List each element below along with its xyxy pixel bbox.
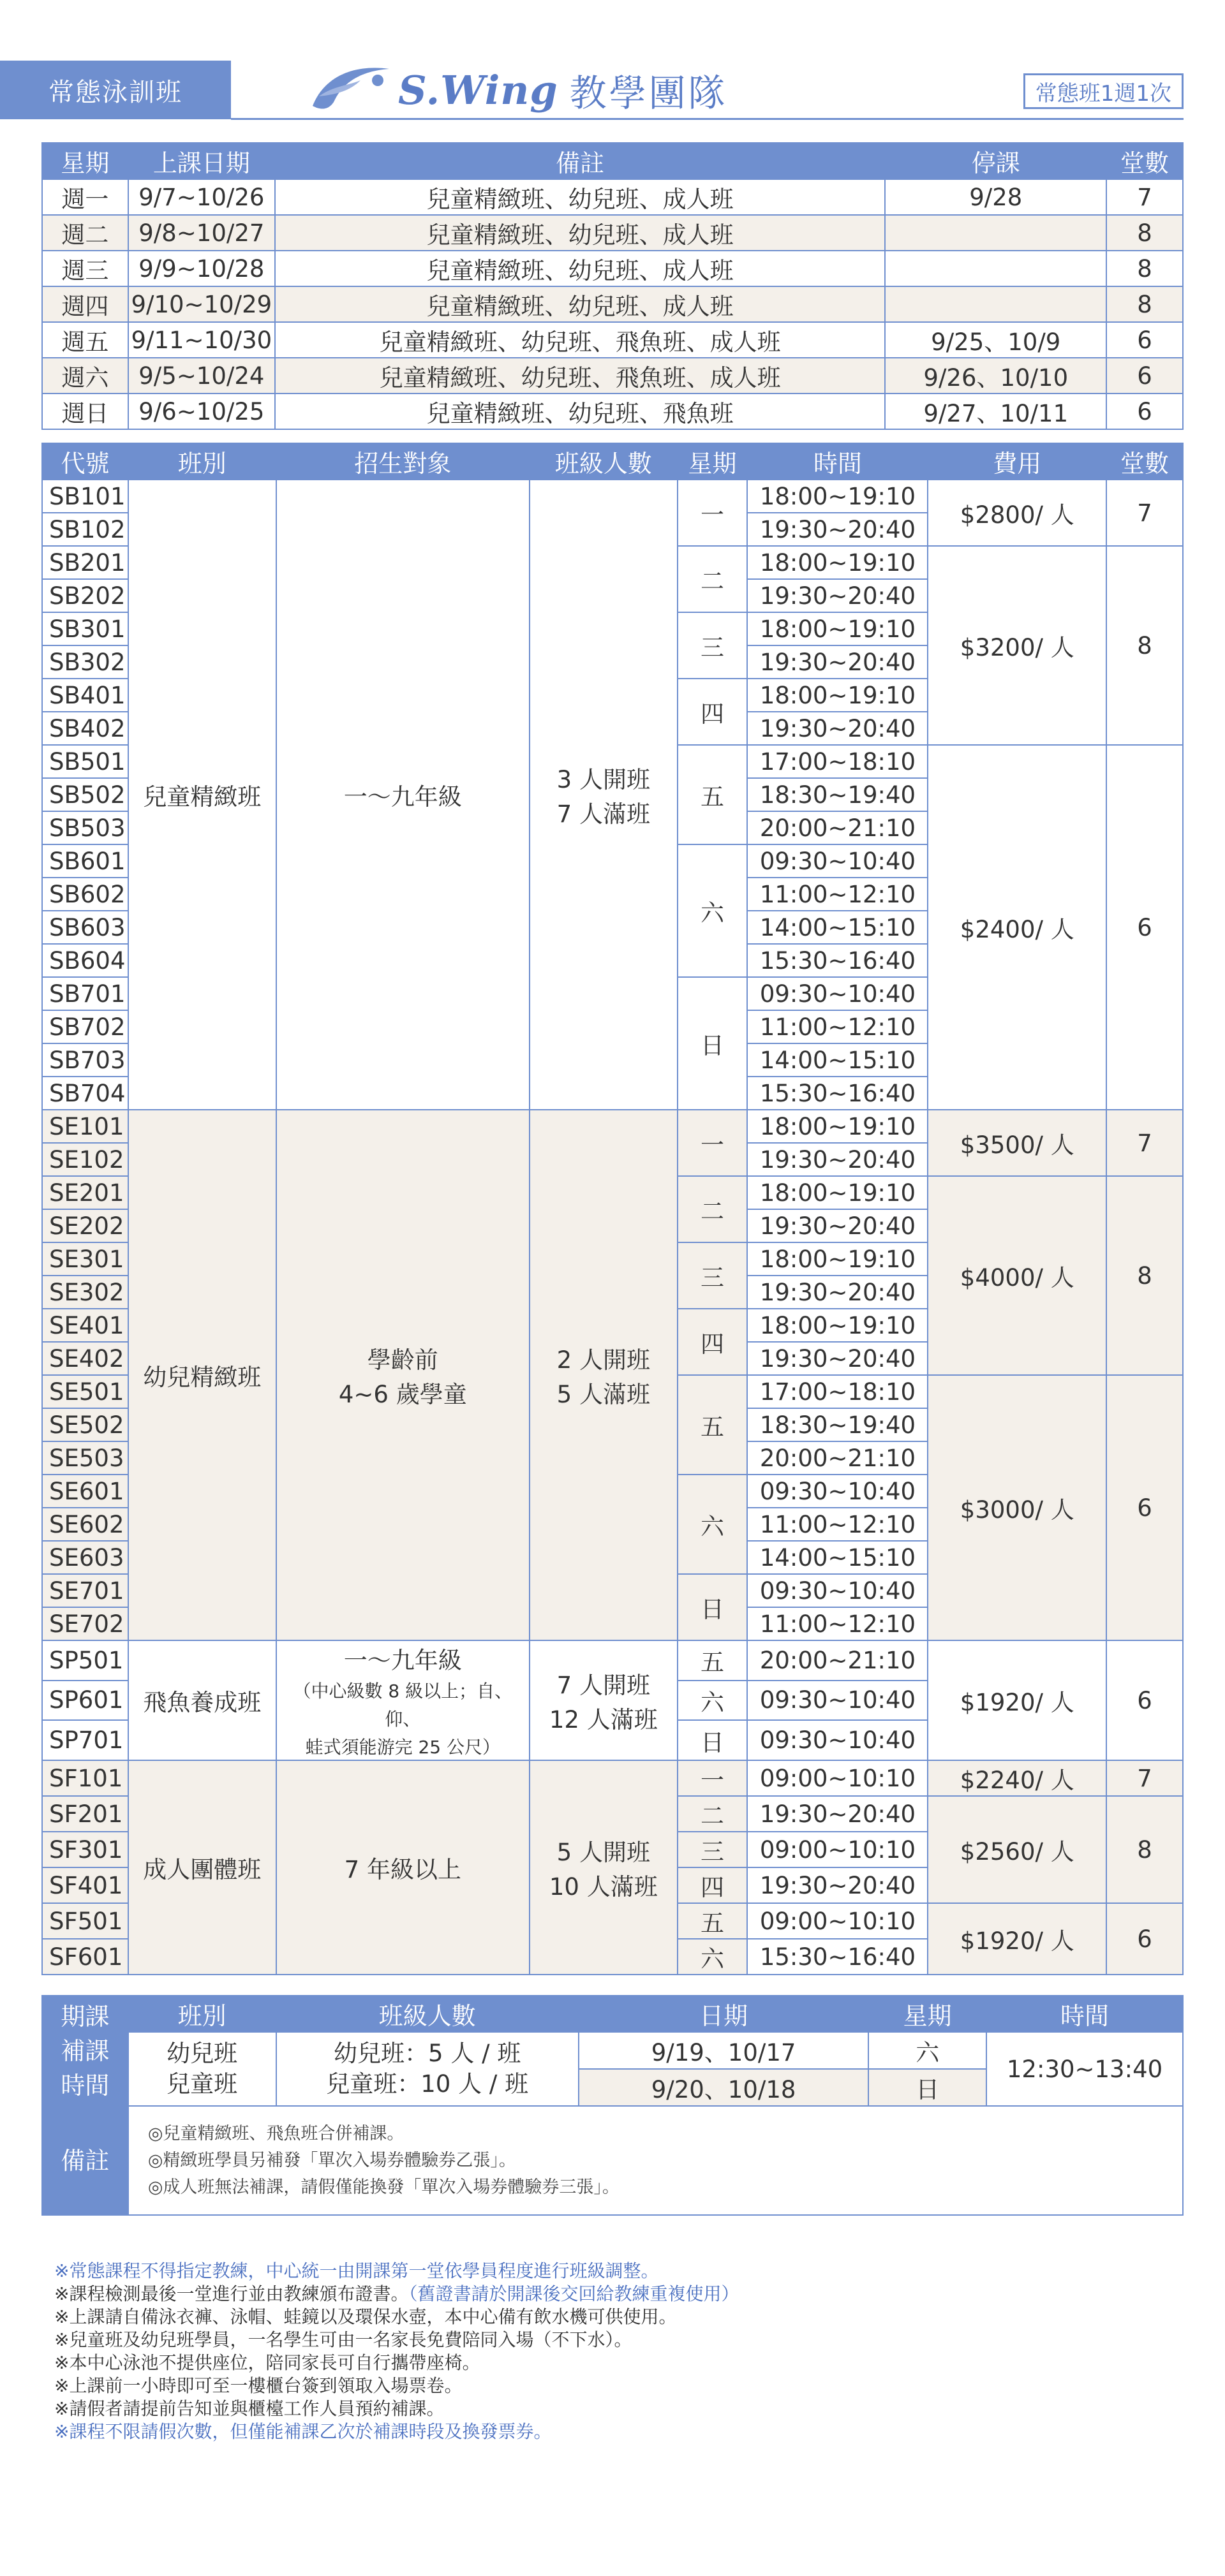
- schedule-dates: 9/7~10/26: [128, 179, 275, 215]
- makeup-class: 幼兒班: [167, 2040, 238, 2067]
- class-code: SE201: [42, 1176, 128, 1209]
- class-time: 15:30~16:40: [747, 1077, 928, 1110]
- schedule-row: [42, 215, 1183, 251]
- class-time: 19:30~20:40: [747, 1209, 928, 1242]
- schedule-off: [885, 215, 1106, 251]
- class-day: 二: [678, 1176, 748, 1242]
- schedule-note: 兒童精緻班、幼兒班、成人班: [275, 179, 886, 215]
- makeup-date: 9/20、10/18: [579, 2069, 868, 2106]
- makeup-label-line: 期課: [61, 2002, 110, 2031]
- class-time: 14:00~15:10: [747, 1043, 928, 1077]
- schedule-header: 停課: [885, 143, 1106, 179]
- class-fee: $2400/ 人: [928, 745, 1106, 1110]
- note-line: ※兒童班及幼兒班學員，一名學生可由一名家長免費陪同入場（不下水）。: [54, 2329, 632, 2350]
- schedule-count: 8: [1106, 251, 1183, 286]
- class-code: SE503: [42, 1441, 128, 1475]
- class-code: SE601: [42, 1475, 128, 1508]
- class-count: 6: [1106, 745, 1183, 1110]
- class-code: SE603: [42, 1541, 128, 1574]
- schedule-note: 兒童精緻班、幼兒班、飛魚班、成人班: [275, 322, 886, 358]
- note-line: ※常態課程不得指定教練，中心統一由開課第一堂依學員程度進行班級調整。: [54, 2260, 659, 2281]
- class-name: 飛魚養成班: [128, 1640, 276, 1760]
- class-code: SP601: [42, 1681, 128, 1721]
- brand-team: 教學團隊: [569, 71, 728, 115]
- makeup-header: 星期: [868, 1996, 986, 2032]
- note-line: ※上課請自備泳衣褲、泳帽、蛙鏡以及環保水壺，本中心備有飲水機可供使用。: [54, 2306, 677, 2327]
- class-code: SF601: [42, 1939, 128, 1975]
- makeup-header: 日期: [579, 1996, 868, 2032]
- class-size-full: 5 人滿班: [556, 1381, 650, 1408]
- schedule-day: 週五: [42, 322, 128, 358]
- class-code: SB301: [42, 612, 128, 645]
- class-day: 二: [678, 1796, 748, 1832]
- makeup-day: 日: [868, 2069, 986, 2106]
- schedule-dates: 9/5~10/24: [128, 358, 275, 394]
- class-count: 7: [1106, 480, 1183, 546]
- class-day: 一: [678, 1760, 748, 1796]
- class-day: 四: [678, 1867, 748, 1903]
- class-code: SB101: [42, 480, 128, 513]
- makeup-row: [42, 2032, 1183, 2069]
- class-time: 19:30~20:40: [747, 1796, 928, 1832]
- class-time: 11:00~12:10: [747, 1508, 928, 1541]
- classes-header-row: [42, 443, 1183, 480]
- schedule-note: 兒童精緻班、幼兒班、成人班: [275, 286, 886, 322]
- schedule-day: 週六: [42, 358, 128, 394]
- note-line: ※上課前一小時即可至一樓櫃台簽到領取入場票卷。: [54, 2375, 463, 2396]
- schedule-note: 兒童精緻班、幼兒班、飛魚班、成人班: [275, 358, 886, 394]
- classes-header: 時間: [747, 443, 928, 480]
- schedule-day: 週二: [42, 215, 128, 251]
- class-fee: $3500/ 人: [928, 1110, 1106, 1176]
- schedule-count: 6: [1106, 358, 1183, 394]
- brand: [300, 61, 728, 119]
- classes-header: 招生對象: [276, 443, 530, 480]
- schedule-off: 9/27、10/11: [885, 394, 1106, 429]
- schedule-note: 兒童精緻班、幼兒班、成人班: [275, 251, 886, 286]
- class-target: [276, 1110, 530, 1640]
- schedule-row: [42, 394, 1183, 429]
- header-tab: 常態泳訓班: [0, 61, 231, 119]
- class-time: 20:00~21:10: [747, 1640, 928, 1681]
- class-code: SB202: [42, 579, 128, 612]
- class-time: 14:00~15:10: [747, 911, 928, 944]
- classes-table: [41, 443, 1184, 1975]
- class-name: 成人團體班: [128, 1760, 276, 1975]
- class-time: 11:00~12:10: [747, 1607, 928, 1640]
- schedule-header: 備註: [275, 143, 886, 179]
- class-code: SB302: [42, 645, 128, 679]
- class-size-open: 3 人開班: [556, 766, 650, 793]
- class-count: 7: [1106, 1110, 1183, 1176]
- note-line: ※課程不限請假次數，但僅能補課乙次於補課時段及換發票券。: [54, 2421, 552, 2442]
- class-code: SF401: [42, 1867, 128, 1903]
- class-time: 19:30~20:40: [747, 513, 928, 546]
- note-highlight: （舊證書請於開課後交回給教練重複使用）: [408, 2283, 739, 2304]
- makeup-label: [42, 1996, 128, 2106]
- class-time: 20:00~21:10: [747, 1441, 928, 1475]
- class-fee: $2800/ 人: [928, 480, 1106, 546]
- schedule-day: 週日: [42, 394, 128, 429]
- classes-header: 星期: [678, 443, 748, 480]
- class-code: SE602: [42, 1508, 128, 1541]
- class-code: SB601: [42, 844, 128, 878]
- class-code: SP501: [42, 1640, 128, 1681]
- class-code: SF101: [42, 1760, 128, 1796]
- class-target-line: 學齡前: [367, 1346, 438, 1374]
- schedule-count: 6: [1106, 322, 1183, 358]
- class-time: 19:30~20:40: [747, 645, 928, 679]
- class-day: 三: [678, 1832, 748, 1867]
- class-time: 09:00~10:10: [747, 1903, 928, 1939]
- class-size: [530, 1760, 678, 1975]
- class-code: SB503: [42, 811, 128, 844]
- class-count: 8: [1106, 1796, 1183, 1903]
- class-time: 11:00~12:10: [747, 1010, 928, 1043]
- class-count: 7: [1106, 1760, 1183, 1796]
- class-row: [42, 1640, 1183, 1681]
- class-day: 一: [678, 1110, 748, 1176]
- class-time: 18:00~19:10: [747, 679, 928, 712]
- class-row: [42, 480, 1183, 513]
- class-time: 09:00~10:10: [747, 1760, 928, 1796]
- schedule-note: 兒童精緻班、幼兒班、飛魚班: [275, 394, 886, 429]
- schedule-header: 星期: [42, 143, 128, 179]
- class-day: 二: [678, 546, 748, 612]
- class-target: 7 年級以上: [276, 1760, 530, 1975]
- schedule-header: 上課日期: [128, 143, 275, 179]
- class-size-open: 2 人開班: [556, 1346, 650, 1374]
- schedule-header: 堂數: [1106, 143, 1183, 179]
- schedule-header-row: [42, 143, 1183, 179]
- class-time: 17:00~18:10: [747, 745, 928, 778]
- class-code: SB704: [42, 1077, 128, 1110]
- makeup-header-row: [42, 1996, 1183, 2032]
- class-time: 09:30~10:40: [747, 1720, 928, 1760]
- class-code: SF301: [42, 1832, 128, 1867]
- class-code: SP701: [42, 1720, 128, 1760]
- class-code: SE401: [42, 1309, 128, 1342]
- remark-line: ◎兒童精緻班、飛魚班合併補課。: [147, 2123, 405, 2144]
- class-count: 8: [1106, 546, 1183, 745]
- schedule-count: 8: [1106, 286, 1183, 322]
- class-code: SF201: [42, 1796, 128, 1832]
- class-day: 一: [678, 480, 748, 546]
- class-day: 三: [678, 612, 748, 679]
- class-code: SB702: [42, 1010, 128, 1043]
- schedule-row: [42, 358, 1183, 394]
- class-code: SE501: [42, 1375, 128, 1408]
- swimmer-logo-icon: [300, 61, 396, 119]
- class-fee: $2560/ 人: [928, 1796, 1106, 1903]
- class-fee: $3200/ 人: [928, 546, 1106, 745]
- class-day: 四: [678, 679, 748, 745]
- class-day: 四: [678, 1309, 748, 1375]
- class-time: 19:30~20:40: [747, 1276, 928, 1309]
- class-time: 19:30~20:40: [747, 712, 928, 745]
- class-size: [530, 480, 678, 1110]
- class-target: 一～九年級: [276, 480, 530, 1110]
- class-code: SB703: [42, 1043, 128, 1077]
- class-time: 17:00~18:10: [747, 1375, 928, 1408]
- class-day: 五: [678, 1375, 748, 1475]
- class-time: 18:00~19:10: [747, 1309, 928, 1342]
- makeup-table: [41, 1995, 1184, 2216]
- class-fee: $2240/ 人: [928, 1760, 1106, 1796]
- classes-header: 代號: [42, 443, 128, 480]
- makeup-header: 時間: [986, 1996, 1183, 2032]
- classes-header: 班級人數: [530, 443, 678, 480]
- class-name: 幼兒精緻班: [128, 1110, 276, 1640]
- class-size-full: 10 人滿班: [549, 1873, 658, 1901]
- class-time: 09:30~10:40: [747, 844, 928, 878]
- class-size-open: 5 人開班: [556, 1839, 650, 1866]
- class-code: SE202: [42, 1209, 128, 1242]
- makeup-header: 班別: [128, 1996, 276, 2032]
- class-code: SB102: [42, 513, 128, 546]
- schedule-row: [42, 286, 1183, 322]
- class-code: SB701: [42, 977, 128, 1010]
- class-time: 18:00~19:10: [747, 1242, 928, 1276]
- schedule-dates: 9/11~10/30: [128, 322, 275, 358]
- makeup-label-line: 時間: [61, 2071, 110, 2100]
- class-time: 20:00~21:10: [747, 811, 928, 844]
- class-fee: $4000/ 人: [928, 1176, 1106, 1375]
- classes-header: 費用: [928, 443, 1106, 480]
- class-count: 6: [1106, 1375, 1183, 1640]
- remark-line: ◎精緻班學員另補發「單次入場券體驗券乙張」。: [147, 2150, 516, 2170]
- class-row: [42, 1760, 1183, 1796]
- class-code: SE402: [42, 1342, 128, 1375]
- class-code: SB401: [42, 679, 128, 712]
- class-code: SB502: [42, 778, 128, 811]
- class-time: 15:30~16:40: [747, 944, 928, 977]
- class-time: 09:00~10:10: [747, 1832, 928, 1867]
- schedule-off: 9/26、10/10: [885, 358, 1106, 394]
- schedule-dates: 9/6~10/25: [128, 394, 275, 429]
- class-code: SE101: [42, 1110, 128, 1143]
- class-time: 19:30~20:40: [747, 1342, 928, 1375]
- class-code: SB501: [42, 745, 128, 778]
- remark-line: ◎成人班無法補課，請假僅能換發「單次入場券體驗券三張」。: [147, 2177, 620, 2197]
- class-day: 六: [678, 1681, 748, 1721]
- class-time: 11:00~12:10: [747, 878, 928, 911]
- schedule-table: [41, 142, 1184, 430]
- class-count: 6: [1106, 1903, 1183, 1975]
- class-time: 19:30~20:40: [747, 1867, 928, 1903]
- class-time: 09:30~10:40: [747, 977, 928, 1010]
- class-time: 19:30~20:40: [747, 579, 928, 612]
- class-size: [530, 1110, 678, 1640]
- frequency-badge: 常態班1週1次: [1023, 73, 1184, 109]
- class-day: 六: [678, 844, 748, 977]
- makeup-date: 9/19、10/17: [579, 2032, 868, 2069]
- class-target-note: （中心級數 8 級以上；自、仰、: [293, 1681, 513, 1730]
- schedule-dates: 9/10~10/29: [128, 286, 275, 322]
- header: [0, 61, 1225, 121]
- remarks-content: [128, 2106, 1183, 2215]
- classes-header: 堂數: [1106, 443, 1183, 480]
- class-row: [42, 1110, 1183, 1143]
- class-day: 五: [678, 1640, 748, 1681]
- schedule-off: [885, 251, 1106, 286]
- class-time: 19:30~20:40: [747, 1143, 928, 1176]
- schedule-count: 6: [1106, 394, 1183, 429]
- makeup-day: 六: [868, 2032, 986, 2069]
- note-line: [54, 2283, 1190, 2306]
- class-code: SE302: [42, 1276, 128, 1309]
- makeup-label-line: 補課: [61, 2036, 110, 2065]
- class-time: 18:00~19:10: [747, 546, 928, 579]
- class-target: [276, 1640, 530, 1760]
- notes: [54, 2260, 1190, 2443]
- schedule-off: 9/28: [885, 179, 1106, 215]
- schedule-day: 週四: [42, 286, 128, 322]
- class-day: 日: [678, 1574, 748, 1640]
- class-day: 六: [678, 1939, 748, 1975]
- makeup-class: 兒童班: [167, 2070, 238, 2098]
- class-code: SE702: [42, 1607, 128, 1640]
- class-day: 日: [678, 977, 748, 1110]
- class-code: SE102: [42, 1143, 128, 1176]
- makeup-sizes: [276, 2032, 579, 2106]
- class-code: SB604: [42, 944, 128, 977]
- class-fee: $1920/ 人: [928, 1903, 1106, 1975]
- class-code: SB402: [42, 712, 128, 745]
- class-code: SF501: [42, 1903, 128, 1939]
- schedule-note: 兒童精緻班、幼兒班、成人班: [275, 215, 886, 251]
- class-fee: $1920/ 人: [928, 1640, 1106, 1760]
- class-target-line: 4~6 歲學童: [338, 1381, 467, 1408]
- class-size-full: 7 人滿班: [556, 800, 650, 828]
- class-code: SB602: [42, 878, 128, 911]
- class-time: 09:30~10:40: [747, 1574, 928, 1607]
- makeup-classes: [128, 2032, 276, 2106]
- makeup-size: 兒童班：10 人 / 班: [326, 2070, 529, 2098]
- schedule-off: [885, 286, 1106, 322]
- class-size-open: 7 人開班: [556, 1672, 650, 1699]
- class-name: 兒童精緻班: [128, 480, 276, 1110]
- remarks-label: 備註: [42, 2106, 128, 2215]
- class-count: 8: [1106, 1176, 1183, 1375]
- class-time: 18:00~19:10: [747, 480, 928, 513]
- schedule-day: 週三: [42, 251, 128, 286]
- class-fee: $3000/ 人: [928, 1375, 1106, 1640]
- class-time: 18:00~19:10: [747, 612, 928, 645]
- class-day: 日: [678, 1720, 748, 1760]
- brand-name: S.Wing: [398, 66, 558, 114]
- schedule-row: [42, 179, 1183, 215]
- class-code: SB603: [42, 911, 128, 944]
- class-time: 09:30~10:40: [747, 1681, 928, 1721]
- classes-header: 班別: [128, 443, 276, 480]
- class-day: 五: [678, 745, 748, 844]
- note-line: ※本中心泳池不提供座位，陪同家長可自行攜帶座椅。: [54, 2352, 480, 2373]
- class-target-line: 一～九年級: [343, 1647, 462, 1674]
- class-size: [530, 1640, 678, 1760]
- schedule-off: 9/25、10/9: [885, 322, 1106, 358]
- class-day: 五: [678, 1903, 748, 1939]
- schedule-dates: 9/9~10/28: [128, 251, 275, 286]
- makeup-time: 12:30~13:40: [986, 2032, 1183, 2106]
- class-time: 18:00~19:10: [747, 1176, 928, 1209]
- note-text: ※課程檢測最後一堂進行並由教練頒布證書。: [54, 2283, 409, 2304]
- schedule-row: [42, 322, 1183, 358]
- schedule-count: 7: [1106, 179, 1183, 215]
- class-code: SE701: [42, 1574, 128, 1607]
- class-day: 三: [678, 1242, 748, 1309]
- class-time: 09:30~10:40: [747, 1475, 928, 1508]
- class-code: SB201: [42, 546, 128, 579]
- class-time: 14:00~15:10: [747, 1541, 928, 1574]
- schedule-row: [42, 251, 1183, 286]
- class-target-note: 蛙式須能游完 25 公尺）: [305, 1737, 501, 1758]
- note-line: ※請假者請提前告知並與櫃檯工作人員預約補課。: [54, 2398, 445, 2419]
- class-count: 6: [1106, 1640, 1183, 1760]
- makeup-header: 班級人數: [276, 1996, 579, 2032]
- class-time: 18:30~19:40: [747, 1408, 928, 1441]
- class-size-full: 12 人滿班: [549, 1706, 658, 1733]
- class-time: 15:30~16:40: [747, 1939, 928, 1975]
- class-time: 18:30~19:40: [747, 778, 928, 811]
- class-time: 18:00~19:10: [747, 1110, 928, 1143]
- schedule-count: 8: [1106, 215, 1183, 251]
- remarks-row: [42, 2106, 1183, 2215]
- makeup-size: 幼兒班：5 人 / 班: [334, 2040, 521, 2067]
- schedule-day: 週一: [42, 179, 128, 215]
- schedule-dates: 9/8~10/27: [128, 215, 275, 251]
- class-day: 六: [678, 1475, 748, 1574]
- class-code: SE502: [42, 1408, 128, 1441]
- class-code: SE301: [42, 1242, 128, 1276]
